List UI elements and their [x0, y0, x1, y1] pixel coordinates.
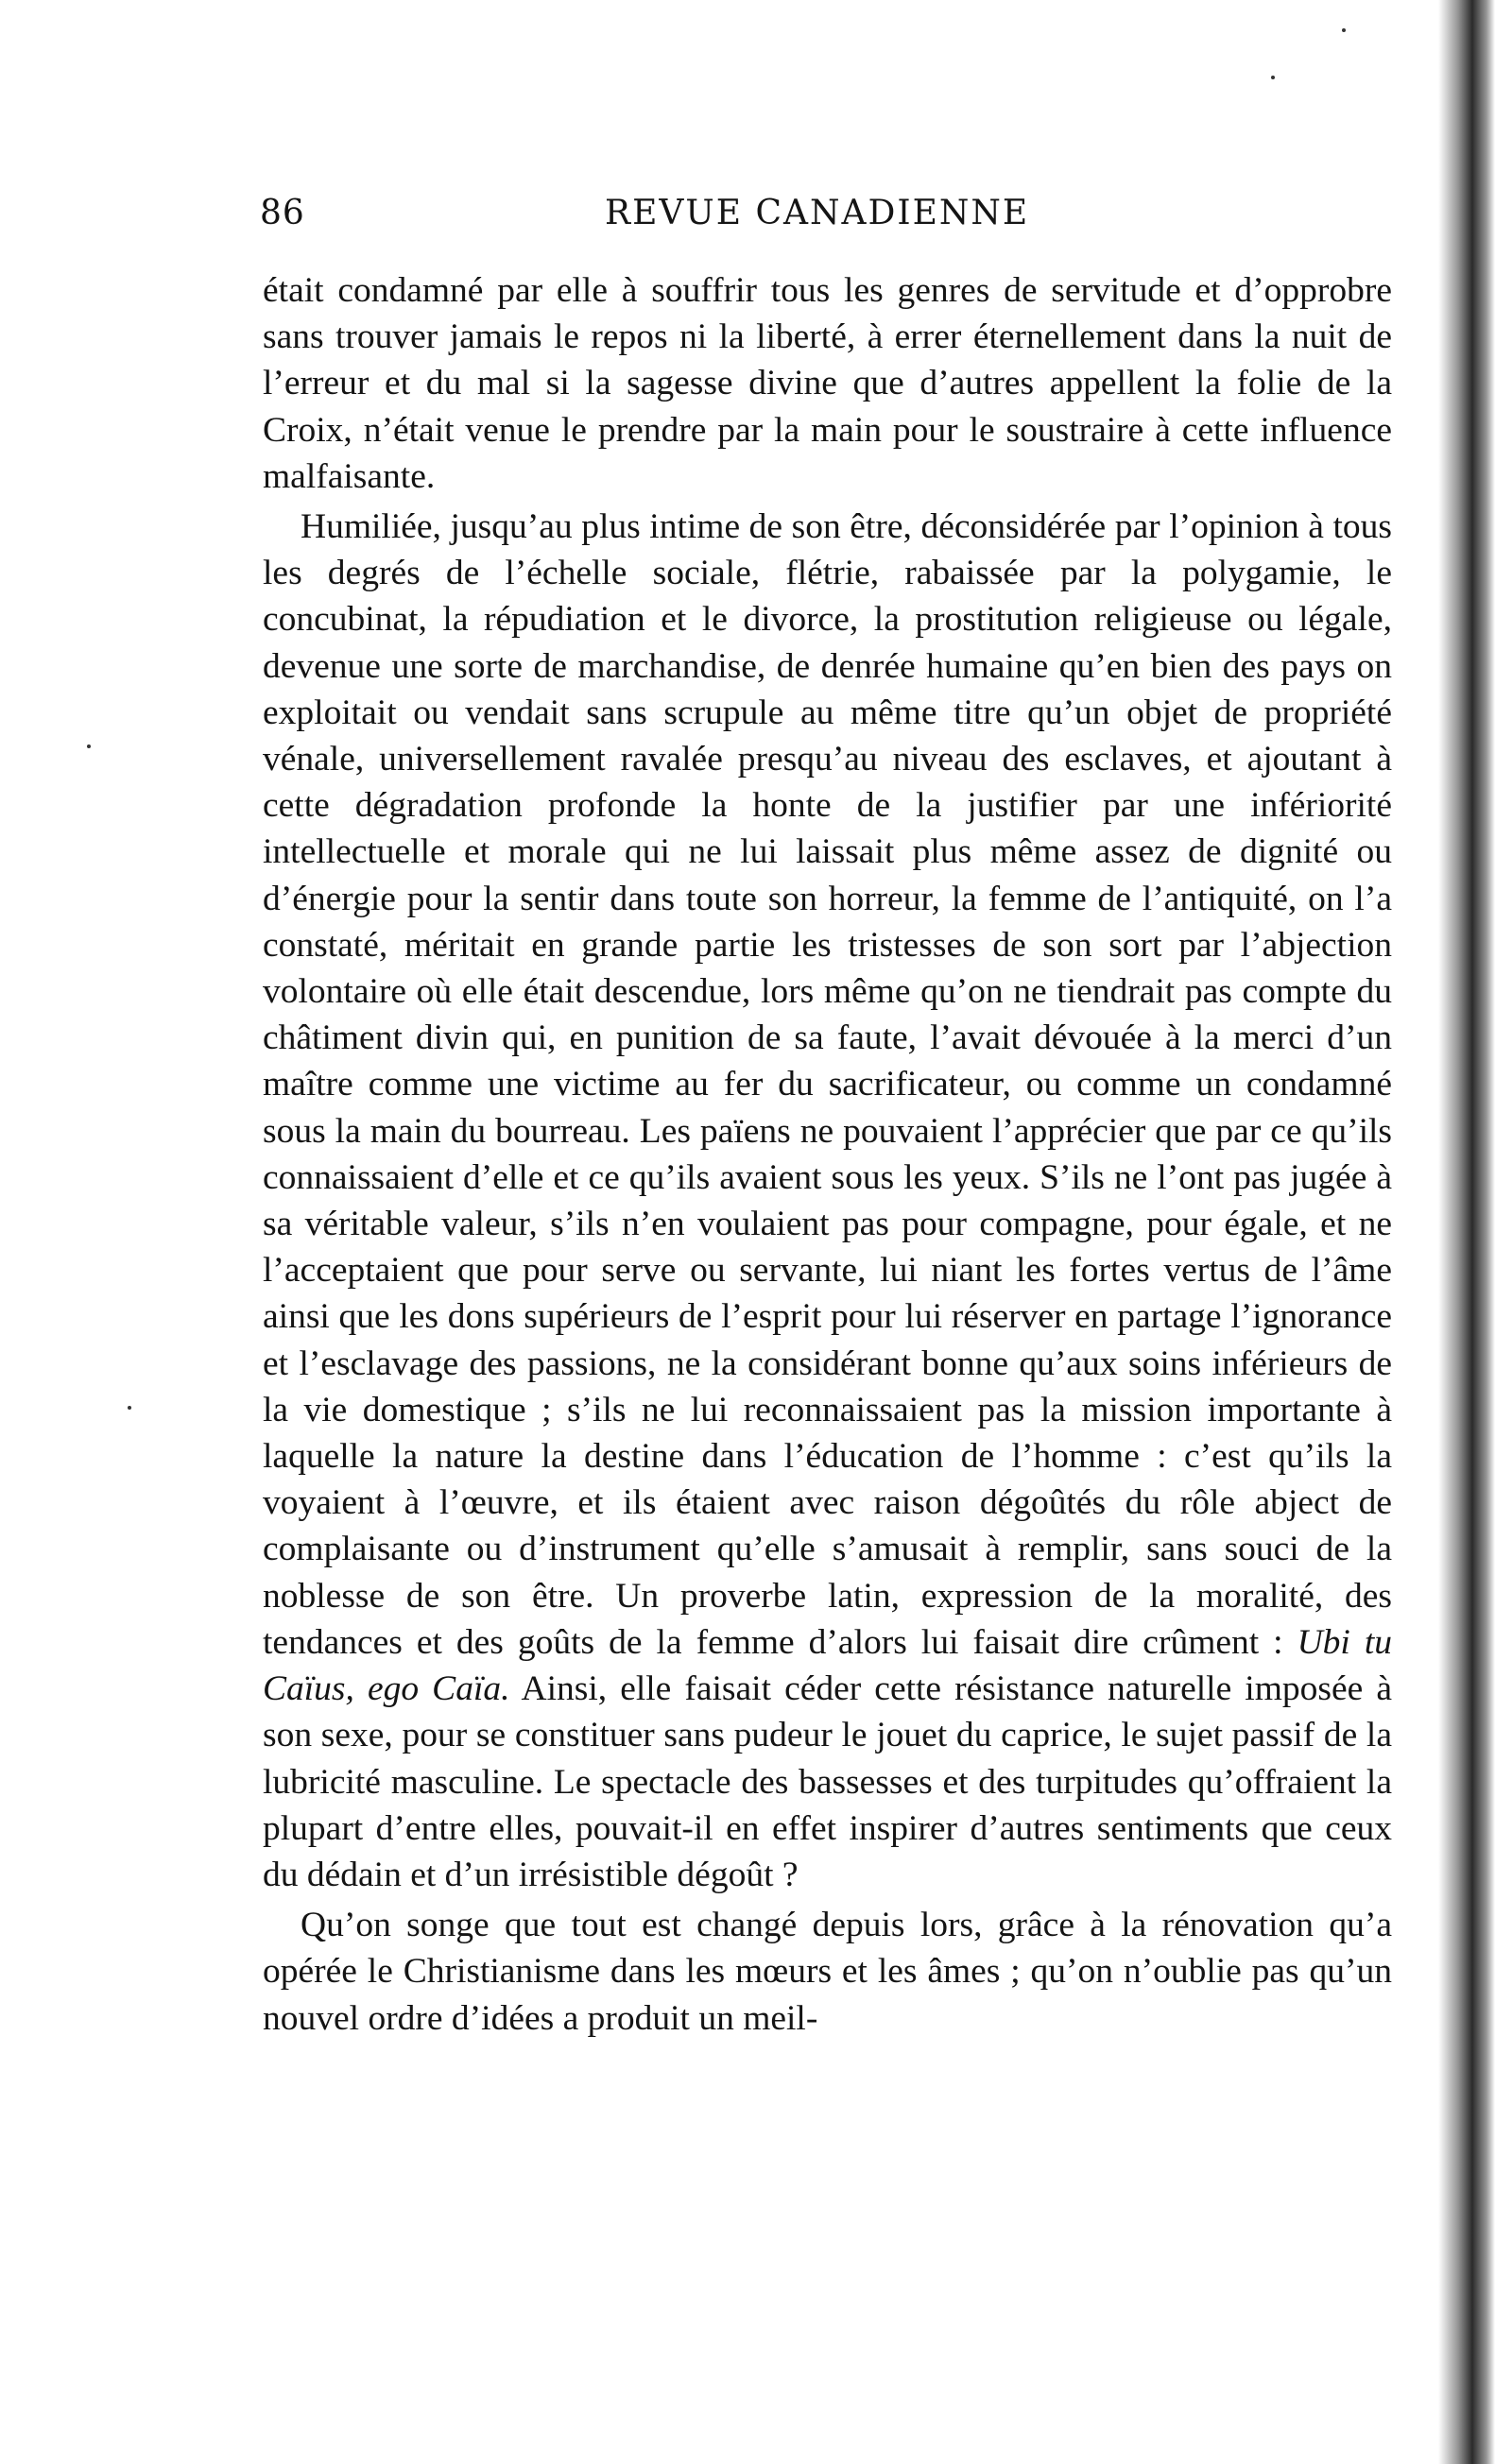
paragraph-2-text-before: Humiliée, jusqu’au plus intime de son être, déconsidérée par l’opinion à tous les degrés de l’échelle sociale, flétrie, rabaissée par la polygamie, le concubinat, la répudiation et le divorce, la prostitution religieuse ou légale, devenue une sorte de marchandise, de denrée humaine qu’en bien des pays on exploitait ou vendait sans scrupule au même titre qu’un objet de propriété vénale, universellement ravalée presqu’au niveau des esclaves, et ajoutant à cette dégradation profonde la honte de la justifier par une infériorité intellectuelle et morale qui ne lui laissait plus même assez de dignité ou d’énergie pour la sentir dans toute son horreur, la femme de l’antiquité, on l’a constaté, méritait en grande partie les tristesses de son sort par l’abjection volontaire où elle était descendue, lors même qu’on ne tiendrait pas compte du châtiment divin qui, en punition de sa faute, l’avait dévouée à la merci d’un maître comme une victime au fer du sacrificateur, ou comme un condamné sous la main du bourreau. Les païens ne pouvaient l’apprécier que par ce qu’ils connaissaient d’elle et ce qu’ils avaient sous les yeux. S’ils ne l’ont pas jugée à sa véritable valeur, s’ils n’en voulaient pas pour compagne, pour égale, et ne l’acceptaient que pour serve ou servante, lui niant les fortes vertus de l’âme ainsi que les dons supérieurs de l’esprit pour lui réserver en partage l’ignorance et l’esclavage des passions, ne la considérant bonne qu’aux soins inférieurs de la vie domestique ; s’ils ne lui reconnaissaient pas la mission importante à laquelle la nature la destine dans l’éducation de l’homme : c’est qu’ils la voyaient à l’œuvre, et ils étaient avec raison dégoûtés du rôle abject de complaisante ou d’instrument qu’elle s’amusait à remplir, sans souci de la noblesse de son être. Un proverbe latin, expression de la moralité, des tendances et des goûts de la femme d’alors lui faisait dire crûment : [263, 507, 1392, 1662]
paragraph-1 [263, 267, 1392, 500]
paragraph-2-text-after: Ainsi, elle faisait céder cette résistance naturelle imposée à son sexe, pour se constituer sans pudeur le jouet du caprice, le sujet passif de la lubricité masculine. Le spectacle des bassesses et des turpitudes qu’offraient la plupart d’entre elles, pouvait-il en effet inspirer d’autres sentiments que ceux du dédain et d’un irrésistible dégoût ? [263, 1669, 1392, 1894]
scan-speck [1342, 28, 1346, 32]
scan-speck [128, 1406, 131, 1410]
paragraph-1-text: était condamné par elle à souffrir tous les genres de servitude et d’opprobre sans trouver jamais le repos ni la liberté, à errer éternellement dans la nuit de l’erreur et du mal si la sagesse divine que d’autres appellent la folie de la Croix, n’était venue le prendre par la main pour le soustraire à cette influence malfaisante. [263, 271, 1392, 496]
paragraph-3 [263, 1902, 1392, 2042]
page-number: 86 [260, 194, 305, 232]
latin-proverb: Ubi tu Caïus, ego Caïa. [263, 1622, 1393, 1709]
page-binding-edge [1438, 0, 1495, 2464]
body-text [263, 267, 1392, 2042]
page-header [260, 194, 1394, 241]
paragraph-2 [263, 504, 1392, 1898]
paragraph-3-text: Qu’on songe que tout est changé depuis lors, grâce à la rénovation qu’a opérée le Christianisme dans les mœurs et les âmes ; qu’on n’oublie pas qu’un nouvel ordre d’idées a produit un meil- [263, 1906, 1392, 2038]
running-title: REVUE CANADIENNE [605, 194, 1030, 232]
scan-speck [1271, 76, 1275, 79]
scan-speck [87, 744, 91, 748]
